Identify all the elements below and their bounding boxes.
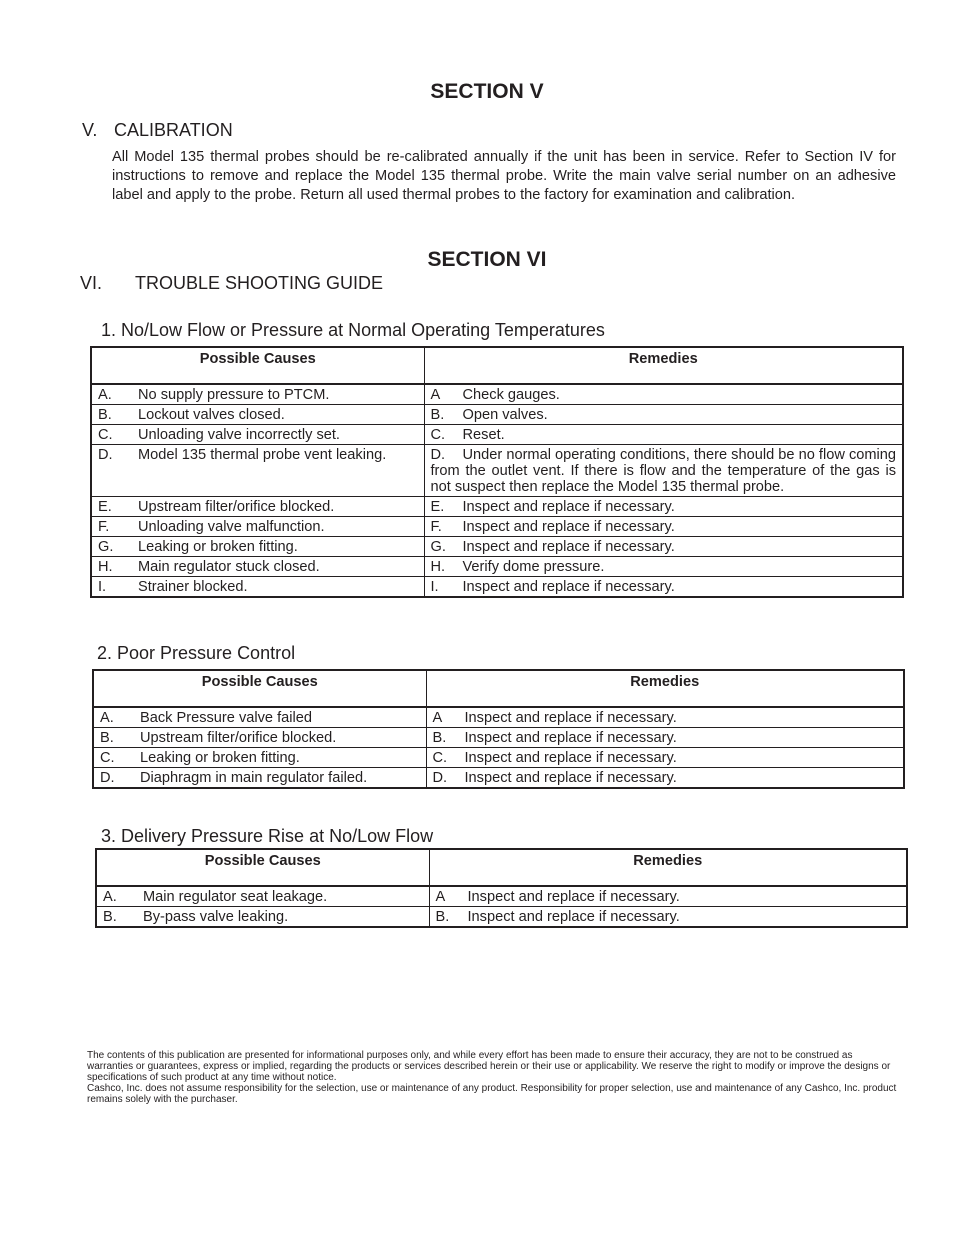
guide-1-title: 1. No/Low Flow or Pressure at Normal Operating Temperatures bbox=[101, 320, 605, 340]
cause-cell bbox=[93, 728, 426, 748]
remedy-letter: H. bbox=[430, 559, 446, 575]
table-row bbox=[91, 445, 903, 497]
disclaimer-text: The contents of this publication are presented for informational purposes only, and while every effort has been made to ensure their accuracy, they are not to be construed as warranties or guarantees, express or implied, regarding the products or services described herein or their use or applicability. We reserve the right to modify or improve the designs or specifications of such product at any time without notice. bbox=[87, 1050, 891, 1083]
table-row bbox=[91, 557, 903, 577]
cause-cell bbox=[91, 425, 424, 445]
cause-letter: D. bbox=[98, 447, 113, 463]
possible-causes-header: Possible Causes bbox=[91, 347, 424, 384]
table-header-row bbox=[93, 670, 904, 707]
table-row bbox=[91, 517, 903, 537]
cause-cell bbox=[91, 445, 424, 497]
cause-letter: G. bbox=[98, 539, 114, 555]
guide-3-rows bbox=[96, 886, 907, 927]
remedy-text: Inspect and replace if necessary. bbox=[462, 519, 675, 535]
remedy-letter: B. bbox=[432, 730, 447, 746]
table-row bbox=[93, 728, 904, 748]
remedy-text: Open valves. bbox=[462, 407, 548, 423]
remedy-letter: D. bbox=[430, 447, 446, 463]
cause-letter: A. bbox=[103, 889, 117, 905]
cause-text: Main regulator stuck closed. bbox=[138, 559, 320, 575]
troubleshooting-heading-text: TROUBLE SHOOTING GUIDE bbox=[135, 273, 384, 293]
guide-2-title: 2. Poor Pressure Control bbox=[97, 643, 296, 663]
responsibility-text: Cashco, Inc. does not assume responsibility for the selection, use or maintenance of any product. Responsibility for proper selection, use and maintenance of any Cashco, Inc. product remains solely with the purchaser. bbox=[87, 1083, 897, 1105]
cause-letter: C. bbox=[98, 427, 113, 443]
cause-text: Upstream filter/orifice blocked. bbox=[140, 730, 337, 746]
cause-text: Unloading valve malfunction. bbox=[138, 519, 325, 535]
table-row bbox=[91, 405, 903, 425]
remedy-text: Reset. bbox=[462, 427, 505, 443]
remedy-letter: A bbox=[435, 889, 446, 905]
cause-text: Back Pressure valve failed bbox=[140, 710, 312, 726]
remedy-cell bbox=[426, 768, 904, 789]
table-header-row bbox=[96, 849, 907, 886]
remedy-cell bbox=[424, 517, 903, 537]
remedy-text: Under normal operating conditions, there should be no flow coming from the outlet vent. If there is flow and the temperature of the gas is not suspect then replace the Model 135 thermal probe. bbox=[430, 447, 896, 495]
remedy-cell bbox=[426, 707, 904, 728]
guide-3-table bbox=[95, 848, 908, 928]
cause-letter: B. bbox=[103, 909, 117, 925]
remedy-letter: B. bbox=[430, 407, 445, 423]
calibration-heading-number: V. bbox=[82, 120, 98, 140]
cause-letter: A. bbox=[98, 387, 112, 403]
table-row bbox=[91, 537, 903, 557]
remedy-cell bbox=[424, 537, 903, 557]
table-row bbox=[93, 707, 904, 728]
guide-1-table bbox=[90, 346, 904, 598]
remedy-cell bbox=[424, 425, 903, 445]
troubleshooting-heading bbox=[80, 273, 383, 294]
remedies-header: Remedies bbox=[429, 849, 907, 886]
table-row bbox=[91, 497, 903, 517]
guide-1-rows bbox=[91, 384, 903, 597]
cause-text: Upstream filter/orifice blocked. bbox=[138, 499, 335, 515]
table-header-row bbox=[91, 347, 903, 384]
cause-text: Leaking or broken fitting. bbox=[140, 750, 300, 766]
section-vi-title: SECTION VI bbox=[427, 248, 547, 271]
remedy-text: Verify dome pressure. bbox=[462, 559, 605, 575]
cause-text: Leaking or broken fitting. bbox=[138, 539, 298, 555]
remedies-header: Remedies bbox=[426, 670, 904, 707]
cause-cell bbox=[93, 707, 426, 728]
table-row bbox=[91, 577, 903, 598]
guide-3-title: 3. Delivery Pressure Rise at No/Low Flow bbox=[101, 826, 434, 846]
remedy-text: Check gauges. bbox=[462, 387, 560, 403]
table-row bbox=[96, 907, 907, 928]
cause-letter: F. bbox=[98, 519, 110, 535]
remedy-text: Inspect and replace if necessary. bbox=[464, 750, 677, 766]
calibration-heading bbox=[82, 120, 233, 141]
cause-letter: C. bbox=[100, 750, 115, 766]
remedy-letter: E. bbox=[430, 499, 445, 515]
cause-text: Strainer blocked. bbox=[138, 579, 248, 595]
remedy-letter: I. bbox=[430, 579, 439, 595]
remedy-cell bbox=[424, 445, 903, 497]
remedy-cell bbox=[424, 557, 903, 577]
cause-cell bbox=[91, 517, 424, 537]
remedy-cell bbox=[424, 405, 903, 425]
remedy-text: Inspect and replace if necessary. bbox=[467, 909, 680, 925]
cause-cell bbox=[91, 497, 424, 517]
guide-2-rows bbox=[93, 707, 904, 788]
cause-text: Model 135 thermal probe vent leaking. bbox=[138, 447, 387, 463]
cause-cell bbox=[96, 907, 429, 928]
cause-cell bbox=[93, 748, 426, 768]
calibration-paragraph: All Model 135 thermal probes should be re-calibrated annually if the unit has been in service. Refer to Section IV for instructions to remove and replace the Model 135 thermal probe. Write the main valve serial number on an adhesive label and apply to the probe. Return all used thermal probes to the factory for examination and calibration. bbox=[112, 149, 896, 203]
remedy-cell bbox=[426, 748, 904, 768]
remedy-cell bbox=[424, 577, 903, 598]
possible-causes-header: Possible Causes bbox=[93, 670, 426, 707]
table-row bbox=[91, 425, 903, 445]
cause-letter: H. bbox=[98, 559, 113, 575]
cause-cell bbox=[96, 886, 429, 907]
remedy-letter: F. bbox=[430, 519, 442, 535]
cause-letter: B. bbox=[100, 730, 114, 746]
cause-cell bbox=[93, 768, 426, 789]
remedy-letter: G. bbox=[430, 539, 446, 555]
remedy-cell bbox=[426, 728, 904, 748]
cause-text: By-pass valve leaking. bbox=[143, 909, 289, 925]
remedy-cell bbox=[429, 886, 907, 907]
cause-cell bbox=[91, 577, 424, 598]
remedy-letter: B. bbox=[435, 909, 450, 925]
remedy-text: Inspect and replace if necessary. bbox=[464, 710, 677, 726]
remedy-cell bbox=[429, 907, 907, 928]
remedies-header: Remedies bbox=[424, 347, 903, 384]
cause-text: Lockout valves closed. bbox=[138, 407, 285, 423]
cause-cell bbox=[91, 384, 424, 405]
calibration-heading-text: CALIBRATION bbox=[114, 120, 233, 140]
cause-letter: B. bbox=[98, 407, 112, 423]
disclaimer-footer bbox=[87, 1050, 897, 1105]
cause-cell bbox=[91, 557, 424, 577]
cause-letter: I. bbox=[98, 579, 107, 595]
cause-cell bbox=[91, 537, 424, 557]
remedy-cell bbox=[424, 497, 903, 517]
remedy-letter: D. bbox=[432, 770, 448, 786]
cause-letter: E. bbox=[98, 499, 112, 515]
remedy-text: Inspect and replace if necessary. bbox=[464, 770, 677, 786]
cause-text: Main regulator seat leakage. bbox=[143, 889, 328, 905]
cause-text: No supply pressure to PTCM. bbox=[138, 387, 330, 403]
guide-2-table bbox=[92, 669, 905, 789]
remedy-text: Inspect and replace if necessary. bbox=[462, 579, 675, 595]
section-v-title: SECTION V bbox=[430, 80, 544, 103]
table-row bbox=[93, 748, 904, 768]
possible-causes-header: Possible Causes bbox=[96, 849, 429, 886]
cause-text: Unloading valve incorrectly set. bbox=[138, 427, 340, 443]
remedy-text: Inspect and replace if necessary. bbox=[462, 539, 675, 555]
remedy-letter: C. bbox=[432, 750, 448, 766]
remedy-letter: A bbox=[430, 387, 441, 403]
cause-cell bbox=[91, 405, 424, 425]
remedy-text: Inspect and replace if necessary. bbox=[462, 499, 675, 515]
table-row bbox=[93, 768, 904, 789]
remedy-text: Inspect and replace if necessary. bbox=[467, 889, 680, 905]
troubleshooting-heading-number: VI. bbox=[80, 273, 103, 293]
cause-letter: A. bbox=[100, 710, 114, 726]
cause-letter: D. bbox=[100, 770, 115, 786]
table-row bbox=[91, 384, 903, 405]
remedy-letter: A bbox=[432, 710, 443, 726]
table-row bbox=[96, 886, 907, 907]
remedy-cell bbox=[424, 384, 903, 405]
remedy-text: Inspect and replace if necessary. bbox=[464, 730, 677, 746]
cause-text: Diaphragm in main regulator failed. bbox=[140, 770, 368, 786]
remedy-letter: C. bbox=[430, 427, 446, 443]
